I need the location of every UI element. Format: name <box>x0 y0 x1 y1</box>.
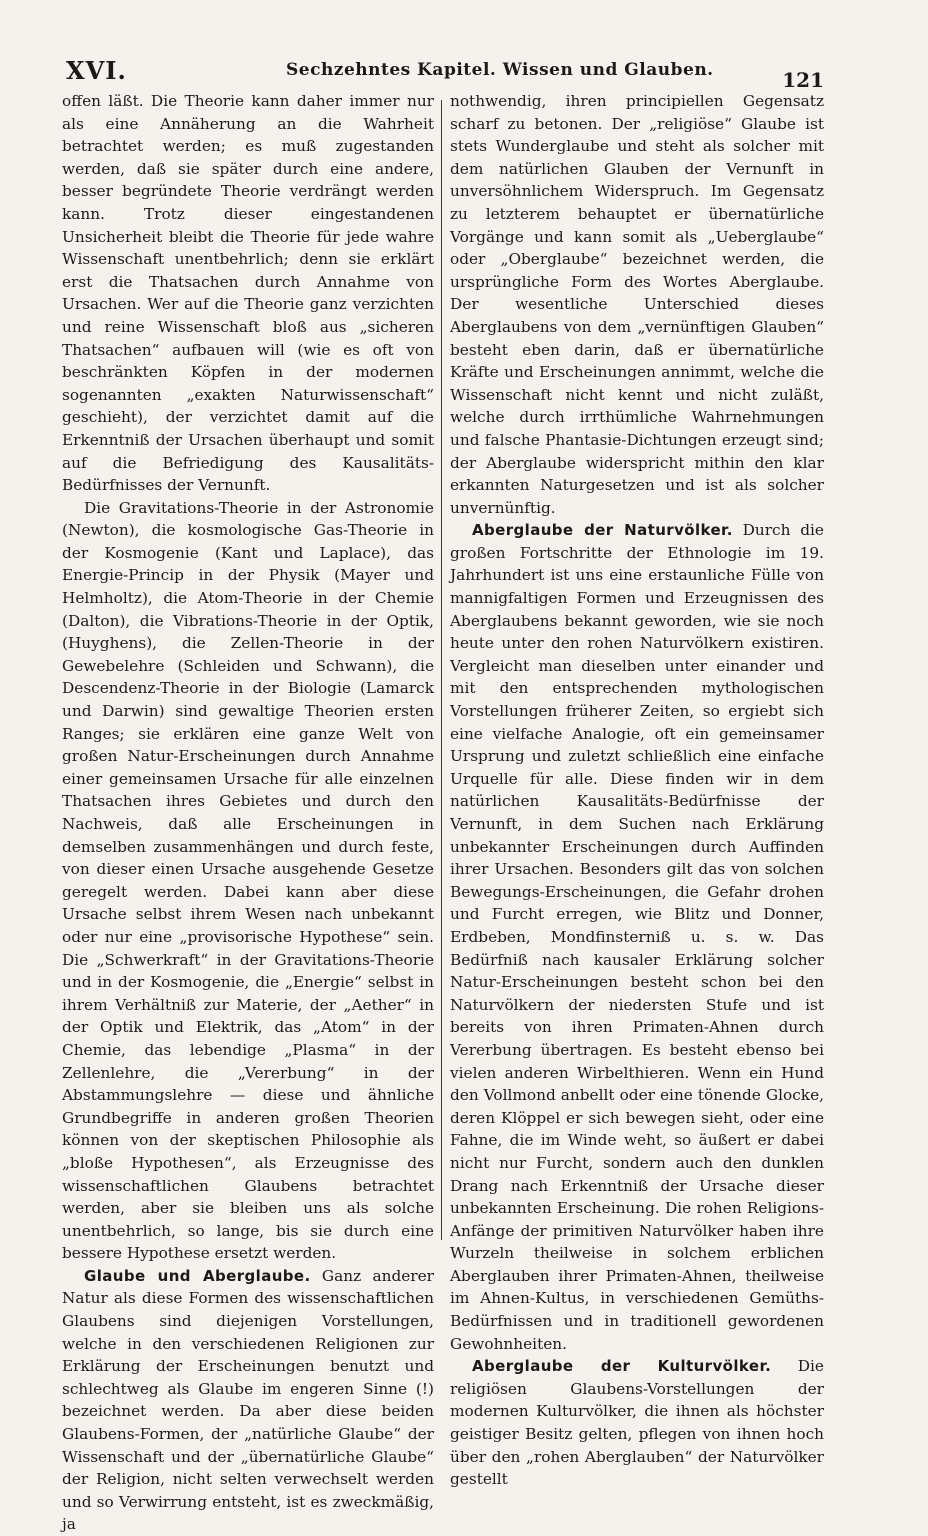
paragraph <box>450 519 824 1355</box>
running-header <box>66 50 824 90</box>
paragraph <box>62 1265 434 1536</box>
paragraph: offen läßt. Die Theorie kann daher immer nur als eine Annäherung an die Wahrheit betrachtet werden; es muß zugestanden werden, daß sie später durch eine andere, besser begründete Theorie verdrängt werden kann. Trotz dieser eingestandenen Unsicherheit bleibt die Theorie für jede wahre Wissenschaft unentbehrlich; denn sie erklärt erst die Thatsachen durch Annahme von Ursachen. Wer auf die Theorie ganz verzichten und reine Wissenschaft bloß aus „sicheren Thatsachen“ aufbauen will (wie es oft von beschränkten Köpfen in der modernen sogenannten „exakten Naturwissenschaft“ geschieht), der verzichtet damit auf die Erkenntniß der Ursachen überhaupt und somit auf die Befriedigung des Kausalitäts-Bedürfnisses der Vernunft. <box>62 92 434 495</box>
column-divider <box>441 100 442 1240</box>
paragraph-text: Ganz anderer Natur als diese Formen des wissenschaftlichen Glaubens sind diejenigen Vorstellungen, welche in den verschiedenen Religionen zur Erklärung der Erscheinungen benutzt und schlechtweg als Glaube im engeren Sinne (!) bezeichnet werden. Da aber diese beiden Glaubens-Formen, der „natürliche Glaube“ der Wissenschaft und der „übernatürliche Glaube“ der Religion, nicht selten verwechselt werden und so Verwirrung entsteht, ist es zweckmäßig, ja <box>62 1266 434 1534</box>
section-heading: Glaube und Aberglaube. <box>84 1266 311 1285</box>
paragraph: nothwendig, ihren principiellen Gegensatz scharf zu betonen. Der „religiöse“ Glaube ist stets Wunderglaube und steht als solcher mit dem natürlichen Glauben der Vernunft in unversöhnlichem Widerspruch. Im Gegensatz zu letzterem behauptet er übernatürliche Vorgänge und kann somit als „Ueberglaube“ oder „Oberglaube“ bezeichnet werden, die ursprüngliche Form des Wortes Aberglaube. Der wesentliche Unterschied dieses Aberglaubens von dem „vernünftigen Glauben“ besteht eben darin, daß er übernatürliche Kräfte und Erscheinungen annimmt, welche die Wissenschaft nicht kennt und nicht zuläßt, welche durch irrthümliche Wahrnehmungen und falsche Phantasie-Dichtungen erzeugt sind; der Aberglaube widerspricht mithin den klar erkannten Naturgesetzen und ist als solcher unvernünftig. <box>450 92 824 517</box>
left-column <box>62 90 434 1534</box>
chapter-numeral: XVI. <box>66 56 127 85</box>
paragraph <box>450 1355 824 1491</box>
section-heading: Aberglaube der Naturvölker. <box>472 521 733 540</box>
paragraph: Die Gravitations-Theorie in der Astronomie (Newton), die kosmologische Gas-Theorie in der Kosmogenie (Kant und Laplace), das Energie-Princip in der Physik (Mayer und Helmholtz), die Atom-Theorie in der Chemie (Dalton), die Vibrations-Theorie in der Optik, (Huyghens), die Zellen-Theorie in der Gewebelehre (Schleiden und Schwann), die Descendenz-Theorie in der Biologie (Lamarck und Darwin) sind gewaltige Theorien ersten Ranges; sie erklären eine ganze Welt von großen Natur-Erscheinungen durch Annahme einer gemeinsamen Ursache für alle einzelnen Thatsachen ihres Gebietes und durch den Nachweis, daß alle Erscheinungen in demselben zusammenhängen und durch feste, von dieser einen Ursache ausgehende Gesetze geregelt werden. Dabei kann aber diese Ursache selbst ihrem Wesen nach unbekannt oder nur eine „provisorische Hypothese“ sein. Die „Schwerkraft“ in der Gravitations-Theorie und in der Kosmogenie, die „Energie“ selbst in ihrem Verhältniß zur Materie, der „Aether“ in der Optik und Elektrik, das „Atom“ in der Chemie, das lebendige „Plasma“ in der Zellenlehre, die „Vererbung“ in der Abstammungslehre — diese und ähnliche Grundbegriffe in anderen großen Theorien können von der skeptischen Philosophie als „bloße Hypothesen“, als Erzeugnisse des wissenschaftlichen Glaubens betrachtet werden, aber sie bleiben uns als solche unentbehrlich, so lange, bis sie durch eine bessere Hypothese ersetzt werden. <box>62 498 434 1263</box>
section-heading: Aberglaube der Kulturvölker. <box>472 1357 772 1376</box>
right-column <box>450 90 824 1489</box>
paragraph-text: Die religiösen Glaubens-Vorstellungen der modernen Kulturvölker, die ihnen als höchster geistiger Besitz gelten, pflegen von ihnen hoch über den „rohen Aberglauben“ der Naturvölker gestellt <box>450 1357 824 1489</box>
running-title: Sechzehntes Kapitel. Wissen und Glauben. <box>286 60 714 80</box>
paragraph-text: Durch die großen Fortschritte der Ethnologie im 19. Jahrhundert ist uns eine erstaunliche Fülle von mannigfaltigen Formen und Erzeugnissen des Aberglaubens bekannt geworden, wie sie noch heute unter den rohen Naturvölkern existiren. Vergleicht man dieselben unter einander und mit den entsprechenden mythologischen Vorstellungen früherer Zeiten, so ergiebt sich eine vielfache Analogie, oft ein gemeinsamer Ursprung und zuletzt schließlich eine einfache Urquelle für alle. Diese finden wir in dem natürlichen Kausalitäts-Bedürfnisse der Vernunft, in dem Suchen nach Erklärung unbekannter Erscheinungen durch Auffinden ihrer Ursachen. Besonders gilt das von solchen Bewegungs-Erscheinungen, die Gefahr drohen und Furcht erregen, wie Blitz und Donner, Erdbeben, Mondfinsterniß u. s. w. Das Bedürfniß nach kausaler Erklärung solcher Natur-Erscheinungen besteht schon bei den Naturvölkern der niedersten Stufe und ist bereits von ihren Primaten-Ahnen durch Vererbung übertragen. Es besteht ebenso bei vielen anderen Wirbelthieren. Wenn ein Hund den Vollmond anbellt oder eine tönende Glocke, deren Klöppel er sich bewegen sieht, oder eine Fahne, die im Winde weht, so äußert er dabei nicht nur Furcht, sondern auch den dunklen Drang nach Erkenntniß der Ursache dieser unbekannten Erscheinung. Die rohen Religions-Anfänge der primitiven Naturvölker haben ihre Wurzeln theilweise in solchem erblichen Aberglauben ihrer Primaten-Ahnen, theilweise im Ahnen-Kultus, in verschiedenen Gemüths-Bedürfnissen und in traditionell gewordenen Gewohnheiten. <box>450 521 824 1353</box>
page-number: 121 <box>782 68 824 92</box>
